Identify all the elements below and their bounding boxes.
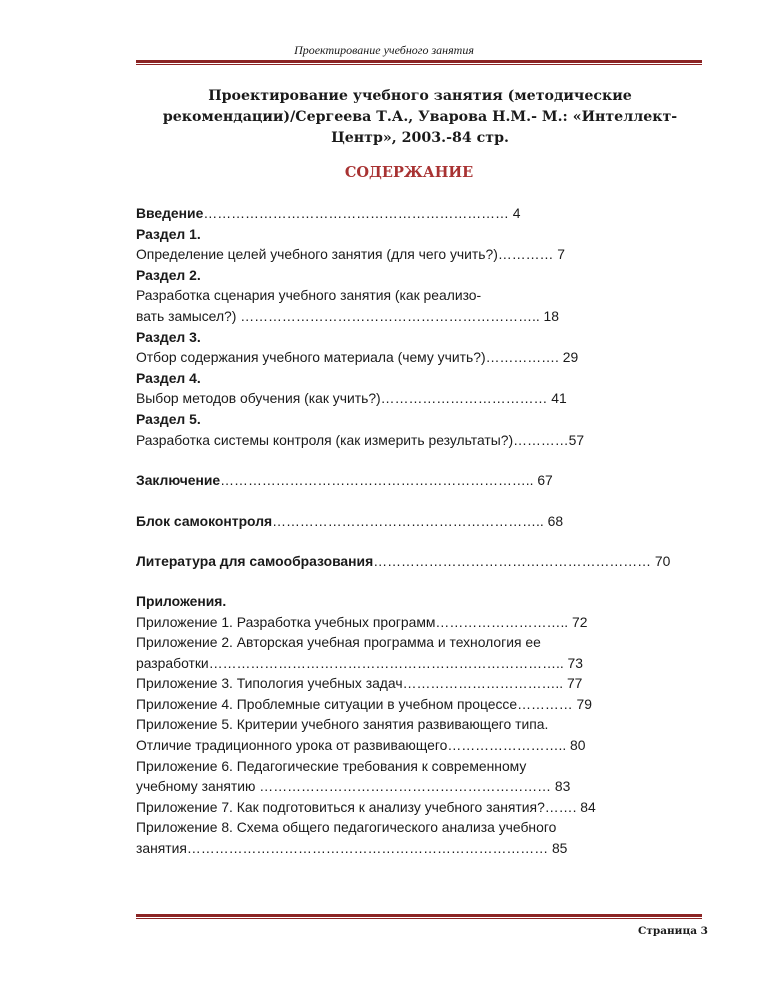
toc-appendix-6-page: 83: [551, 778, 571, 795]
toc-section5-text: Разработка системы контроля (как измерить результаты?)…………: [136, 431, 569, 448]
toc-section2-text-2: вать замысел?) ………………………………………………………..: [136, 307, 540, 324]
toc-section3-page: 29: [558, 349, 579, 366]
toc-entry-appendix-6[interactable]: [136, 776, 716, 797]
toc-literature-page: 70: [651, 553, 671, 570]
toc-appendix-2-text-2: разработки…………………………………………………………………..: [136, 654, 564, 671]
toc-appendix-8-page: 85: [548, 840, 568, 857]
toc-section4-heading: Раздел 4.: [136, 369, 201, 386]
toc-section1-text: Определение целей учебного занятия (для чего учить?)…………: [136, 246, 554, 263]
toc-section5-heading: Раздел 5.: [136, 410, 201, 427]
toc-selfcontrol-label: Блок самоконтроля: [136, 512, 273, 529]
header-rule: [136, 60, 702, 65]
spacer: [136, 491, 716, 511]
toc-appendix-8-text-2: занятия……………………………………………………………………: [136, 840, 549, 857]
toc-entry-section3[interactable]: [136, 347, 716, 368]
toc-section4-text: Выбор методов обучения (как учить?)………………………………: [136, 390, 548, 407]
toc-selfcontrol-page: 68: [543, 512, 564, 529]
toc-section2-page: 18: [539, 307, 559, 324]
spacer: [136, 450, 716, 470]
toc-appendix-1-text: Приложение 1. Разработка учебных программ………………………..: [136, 613, 569, 630]
contents-heading: СОДЕРЖАНИЕ: [344, 164, 474, 181]
title-line-2: рекомендации)/Сергеева Т.А., Уварова Н.М.- М.: «Интеллект-: [162, 109, 678, 125]
toc-entry-appendix-8[interactable]: [136, 838, 716, 859]
toc-section2-text-1[interactable]: Разработка сценария учебного занятия (как реализо-: [136, 287, 482, 304]
toc-entry-conclusion[interactable]: [136, 470, 716, 491]
toc-appendix-7-page: 84: [576, 798, 596, 815]
toc-entry-appendix-4[interactable]: [136, 694, 716, 715]
toc-conclusion-page: 67: [533, 472, 553, 489]
toc-conclusion-label: Заключение: [136, 472, 221, 489]
toc-conclusion-dots: …………………………………………………………..: [220, 472, 534, 489]
toc-entry-appendix-1[interactable]: [136, 612, 716, 633]
toc-entry-appendix-5[interactable]: [136, 735, 716, 756]
toc-appendix-3-text: Приложение 3. Типология учебных задач……………………………..: [136, 675, 564, 692]
toc-appendix-8-text-1[interactable]: Приложение 8. Схема общего педагогического анализа учебного: [136, 819, 557, 836]
toc-section5-page: 57: [568, 431, 585, 448]
footer-rule: [136, 914, 702, 919]
toc-selfcontrol-dots: …………………………………………………..: [272, 512, 544, 529]
toc-entry-section4[interactable]: [136, 388, 716, 409]
toc-entry-section5[interactable]: [136, 430, 716, 451]
spacer: [136, 572, 716, 591]
toc-entry-section2[interactable]: [136, 306, 716, 327]
toc-appendix-1-page: 72: [568, 613, 588, 630]
toc-literature-dots: ……………………………………………………: [373, 553, 652, 570]
toc-appendix-6-text-1[interactable]: Приложение 6. Педагогические требования к современному: [136, 757, 527, 774]
toc-entry-selfcontrol[interactable]: [136, 511, 716, 532]
toc-literature-label: Литература для самообразования: [136, 553, 374, 570]
toc-entry-literature[interactable]: [136, 551, 716, 572]
toc-appendix-4-text: Приложение 4. Проблемные ситуации в учебном процессе…………: [136, 695, 573, 712]
toc-section2-heading: Раздел 2.: [136, 266, 201, 283]
toc-entry-section1[interactable]: [136, 244, 716, 265]
toc-entry-intro[interactable]: [136, 203, 716, 224]
toc-section1-heading: Раздел 1.: [136, 225, 201, 242]
toc-entry-appendix-3[interactable]: [136, 673, 716, 694]
toc-appendix-7-text: Приложение 7. Как подготовиться к анализу учебного занятия?…….: [136, 798, 577, 815]
document-title: [140, 86, 700, 149]
toc-intro-dots: …………………………………………………………: [203, 205, 509, 221]
running-title: Проектирование учебного занятия: [294, 43, 474, 57]
toc-section1-page: 7: [553, 246, 566, 263]
toc-appendix-5-text-2: Отличие традиционного урока от развивающего……………………..: [136, 737, 567, 754]
toc-entry-appendix-7[interactable]: [136, 797, 716, 818]
toc-section3-text: Отбор содержания учебного материала (чему учить?)…………….: [136, 349, 559, 366]
spacer: [136, 531, 716, 551]
toc-appendix-4-page: 79: [572, 695, 592, 712]
toc-appendix-3-page: 77: [563, 675, 583, 692]
toc-entry-appendix-2[interactable]: [136, 653, 716, 674]
toc-appendix-2-text-1[interactable]: Приложение 2. Авторская учебная программа и технология ее: [136, 634, 541, 651]
toc-appendices-heading: Приложения.: [136, 592, 227, 609]
toc-appendix-2-page: 73: [563, 654, 583, 671]
toc-section3-heading: Раздел 3.: [136, 328, 201, 345]
toc-appendix-5-text-1[interactable]: Приложение 5. Критерии учебного занятия развивающего типа.: [136, 716, 549, 733]
toc-appendix-5-page: 80: [566, 737, 586, 754]
title-line-1: Проектирование учебного занятия (методические: [208, 88, 632, 104]
toc-intro-page: 4: [508, 205, 521, 221]
toc-section4-page: 41: [547, 390, 567, 407]
toc-appendix-6-text-2: учебному занятию ………………………………………………………: [136, 778, 552, 795]
title-line-3: Центр», 2003.-84 стр.: [331, 130, 509, 146]
table-of-contents: [136, 203, 716, 859]
page-number: Страница 3: [637, 925, 708, 937]
toc-intro-label: Введение: [136, 205, 204, 221]
